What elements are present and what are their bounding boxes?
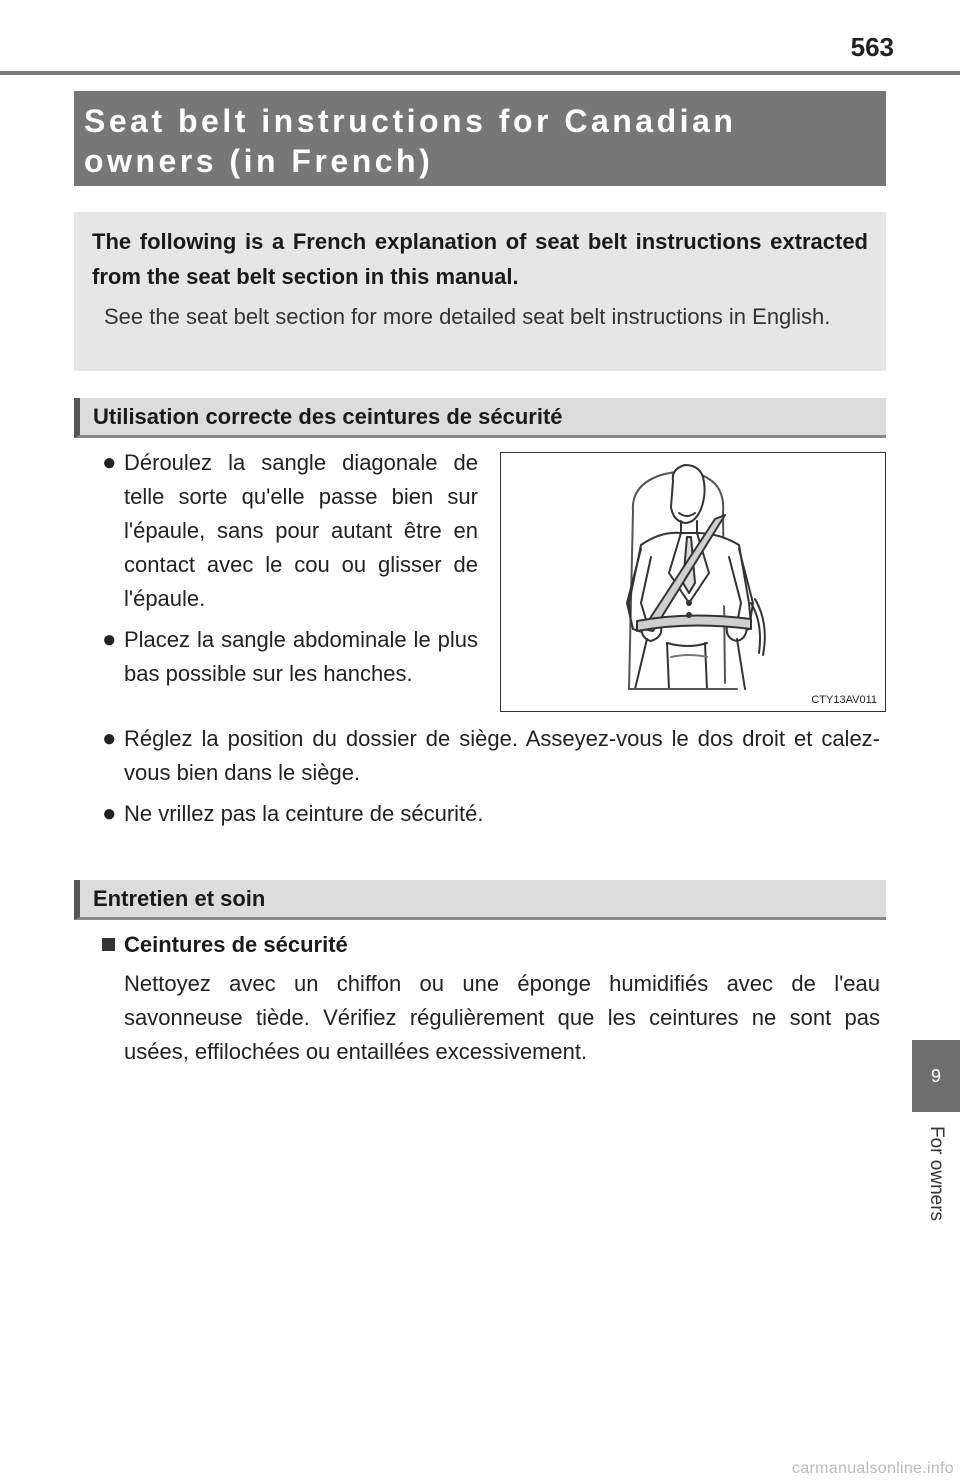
section-heading-entretien: Entretien et soin (74, 880, 886, 920)
sub-heading (102, 930, 348, 960)
bullet-list-narrow (102, 446, 478, 698)
intro-normal-text: See the seat belt section for more detailed seat belt instructions in English. (104, 304, 831, 329)
seated-person-icon (501, 453, 885, 711)
list-item (102, 446, 478, 616)
watermark: carmanualsonline.info (792, 1460, 954, 1477)
sub-body-text: Nettoyez avec un chiffon ou une éponge humidifiés avec de l'eau savonneuse tiède. Vérifiez régulièrement que les ceintures ne sont pas usées, effilochées ou entaillées excessivement. (124, 971, 880, 1064)
sub-heading-text: Ceintures de sécurité (124, 932, 348, 957)
bullet-text: Placez la sangle abdominale le plus bas possible sur les hanches. (124, 627, 478, 686)
top-rule (0, 71, 960, 75)
chapter-label: For owners (926, 1126, 947, 1222)
bullet-list-wide (102, 722, 880, 838)
bullet-dot-icon: ● (102, 725, 117, 752)
page-number: 563 (850, 32, 894, 62)
list-item (102, 797, 880, 831)
list-item (102, 623, 478, 691)
bullet-text: Ne vrillez pas la ceinture de sécurité. (124, 801, 484, 826)
chapter-tab[interactable]: 9 (912, 1040, 960, 1112)
list-item (102, 722, 880, 790)
intro-bold-text: The following is a French explanation of seat belt instructions extracted from the seat belt section in this manual. (92, 229, 868, 289)
square-bullet-icon (102, 938, 115, 951)
page-title: Seat belt instructions for Canadian owners (in French) (84, 103, 737, 179)
section-heading-utilisation: Utilisation correcte des ceintures de sécurité (74, 398, 886, 438)
bullet-text: Réglez la position du dossier de siège. Asseyez-vous le dos droit et calez-vous bien dans le siège. (124, 726, 880, 785)
figure-code: CTY13AV011 (811, 694, 877, 706)
seatbelt-illustration (500, 452, 886, 712)
title-bar (74, 91, 886, 186)
bullet-dot-icon: ● (102, 626, 117, 653)
bullet-text: Déroulez la sangle diagonale de telle sorte qu'elle passe bien sur l'épaule, sans pour autant être en contact avec le cou ou glisser de l'épaule. (124, 450, 478, 611)
bullet-dot-icon: ● (102, 800, 117, 827)
intro-box (74, 212, 886, 371)
bullet-dot-icon: ● (102, 449, 117, 476)
